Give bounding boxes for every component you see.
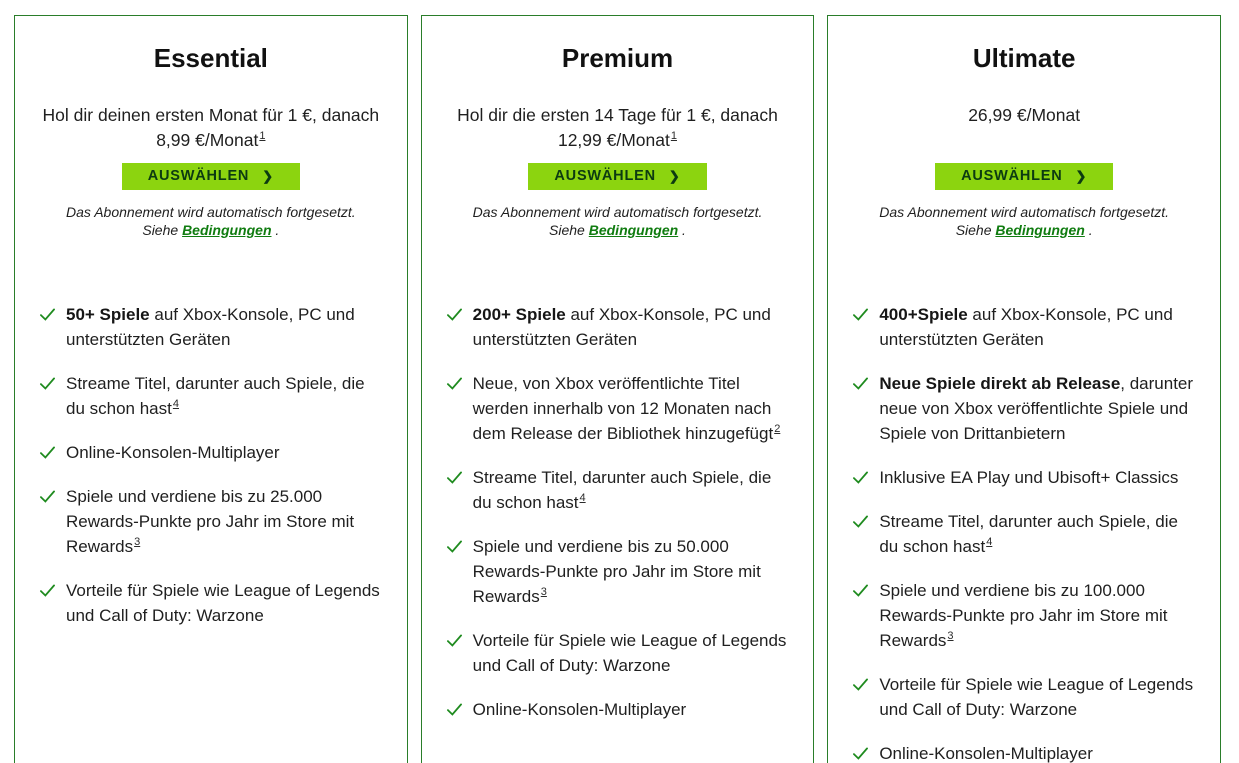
plan-card-ultimate <box>827 15 1221 763</box>
feature-text: Inklusive EA Play und Ubisoft+ Classics <box>879 467 1179 487</box>
checkmark-icon <box>39 488 56 505</box>
terms-link[interactable]: Bedingungen <box>588 222 679 238</box>
footnote-link[interactable]: 2 <box>774 422 781 435</box>
chevron-right-icon: ❯ <box>668 168 681 184</box>
feature-text: Online-Konsolen-Multiplayer <box>66 442 280 462</box>
disclaimer-line-1: Das Abonnement wird automatisch fortgesetzt. <box>65 203 356 220</box>
feature-text: Vorteile für Spiele wie League of Legends und Call of Duty: Warzone <box>472 630 787 675</box>
select-button[interactable] <box>122 163 300 190</box>
price-line-1: 26,99 €/Monat <box>968 104 1081 125</box>
checkmark-icon <box>39 444 56 461</box>
footnote-link[interactable]: 3 <box>134 535 141 548</box>
chevron-right-icon: ❯ <box>1075 168 1088 184</box>
disclaimer-line-1: Das Abonnement wird automatisch fortgesetzt. <box>472 203 763 220</box>
auto-renew-disclaimer <box>66 203 356 240</box>
feature-item <box>39 578 383 628</box>
footnote-link[interactable]: 3 <box>540 585 547 598</box>
feature-item <box>39 302 383 352</box>
disclaimer-line-2-prefix: Siehe <box>142 222 183 238</box>
checkmark-icon <box>446 701 463 718</box>
checkmark-icon <box>852 375 869 392</box>
feature-text: Vorteile für Spiele wie League of Legends und Call of Duty: Warzone <box>66 580 380 625</box>
terms-link[interactable]: Bedingungen <box>995 222 1085 238</box>
plan-title: Essential <box>153 43 268 73</box>
footnote-link[interactable]: 1 <box>259 129 266 142</box>
feature-item <box>852 302 1196 352</box>
disclaimer-line-2-prefix: Siehe <box>549 222 589 238</box>
feature-text: Streame Titel, darunter auch Spiele, die du schon hast$^4$ <box>472 467 772 512</box>
checkmark-icon <box>852 469 869 486</box>
checkmark-icon <box>852 676 869 693</box>
plan-card-premium <box>421 15 815 763</box>
feature-list <box>39 302 383 647</box>
feature-item <box>446 628 790 678</box>
chevron-right-icon: ❯ <box>262 168 274 184</box>
feature-item <box>852 371 1196 446</box>
price-line-1: Hol dir die ersten 14 Tage für 1 €, danach <box>457 104 778 125</box>
plan-title: Premium <box>561 43 674 73</box>
checkmark-icon <box>39 375 56 392</box>
feature-text: Neue Spiele direkt ab Release, darunter neue von Xbox veröffentlichte Spiele und Spiele von Drittanbietern <box>879 373 1194 443</box>
feature-text: 50+ Spiele auf Xbox-Konsole, PC und unterstützten Geräten <box>66 304 355 349</box>
feature-item <box>852 465 1196 490</box>
price-line-1: Hol dir deinen ersten Monat für 1 €, danach <box>42 104 380 125</box>
select-button[interactable] <box>528 163 706 190</box>
feature-item <box>852 741 1196 763</box>
checkmark-icon <box>446 538 463 555</box>
auto-renew-disclaimer <box>473 203 763 240</box>
feature-text: Online-Konsolen-Multiplayer <box>472 699 687 719</box>
footnote-link[interactable]: 4 <box>986 535 993 548</box>
checkmark-icon <box>852 582 869 599</box>
footnote-link[interactable]: 4 <box>172 397 179 410</box>
feature-item <box>446 534 790 609</box>
plan-card-essential <box>14 15 408 763</box>
select-button-label: AUSWÄHLEN <box>147 168 250 184</box>
disclaimer-suffix: . <box>271 222 280 238</box>
terms-link[interactable]: Bedingungen <box>182 222 272 238</box>
disclaimer-line-2-prefix: Siehe <box>955 222 996 238</box>
feature-text: 400+Spiele auf Xbox-Konsole, PC und unterstützten Geräten <box>879 304 1173 349</box>
footnote-link[interactable]: 4 <box>579 491 586 504</box>
checkmark-icon <box>852 513 869 530</box>
feature-item <box>446 465 790 515</box>
feature-item <box>39 484 383 559</box>
feature-text: Vorteile für Spiele wie League of Legends und Call of Duty: Warzone <box>879 674 1194 719</box>
select-button[interactable] <box>935 163 1113 190</box>
checkmark-icon <box>446 306 463 323</box>
checkmark-icon <box>446 375 463 392</box>
plan-price <box>457 103 778 153</box>
price-line-2 <box>968 128 1080 153</box>
feature-text: Streame Titel, darunter auch Spiele, die du schon hast$^4$ <box>879 511 1178 556</box>
feature-text: Spiele und verdiene bis zu 25.000 Rewards-Punkte pro Jahr im Store mit Rewards$^3$ <box>66 486 355 556</box>
checkmark-icon <box>446 469 463 486</box>
feature-item <box>852 509 1196 559</box>
feature-text: Online-Konsolen-Multiplayer <box>879 743 1093 763</box>
disclaimer-suffix: . <box>678 222 686 238</box>
feature-text: Spiele und verdiene bis zu 50.000 Rewards-Punkte pro Jahr im Store mit Rewards$^3$ <box>472 536 761 606</box>
feature-text: Streame Titel, darunter auch Spiele, die du schon hast$^4$ <box>66 373 365 418</box>
feature-text: Spiele und verdiene bis zu 100.000 Rewards-Punkte pro Jahr im Store mit Rewards$^3$ <box>879 580 1168 650</box>
footnote-link[interactable]: 3 <box>947 629 954 642</box>
select-button-label: AUSWÄHLEN <box>554 168 656 184</box>
disclaimer-line-1: Das Abonnement wird automatisch fortgesetzt. <box>879 203 1170 220</box>
disclaimer-suffix: . <box>1084 222 1093 238</box>
checkmark-icon <box>39 582 56 599</box>
feature-text: Neue, von Xbox veröffentlichte Titel werden innerhalb von 12 Monaten nach dem Release der Bibliothek hinzugefügt$^2$ <box>472 373 781 443</box>
checkmark-icon <box>852 306 869 323</box>
feature-item <box>446 697 790 722</box>
auto-renew-disclaimer <box>879 203 1169 240</box>
plan-price <box>43 103 380 153</box>
feature-item <box>446 371 790 446</box>
feature-list <box>446 302 790 741</box>
price-line-2: 8,99 €/Monat$^1$ <box>156 129 266 150</box>
feature-text: 200+ Spiele auf Xbox-Konsole, PC und unterstützten Geräten <box>472 304 771 349</box>
feature-item <box>852 578 1196 653</box>
plan-price <box>968 103 1080 153</box>
checkmark-icon <box>852 745 869 762</box>
select-button-label: AUSWÄHLEN <box>961 168 1063 184</box>
feature-item <box>446 302 790 352</box>
checkmark-icon <box>39 306 56 323</box>
feature-item <box>39 371 383 421</box>
checkmark-icon <box>446 632 463 649</box>
plan-title: Ultimate <box>972 43 1076 73</box>
footnote-link[interactable]: 1 <box>670 129 677 142</box>
feature-list <box>852 302 1196 763</box>
price-line-2: 12,99 €/Monat$^1$ <box>557 129 677 150</box>
feature-item <box>39 440 383 465</box>
feature-item <box>852 672 1196 722</box>
